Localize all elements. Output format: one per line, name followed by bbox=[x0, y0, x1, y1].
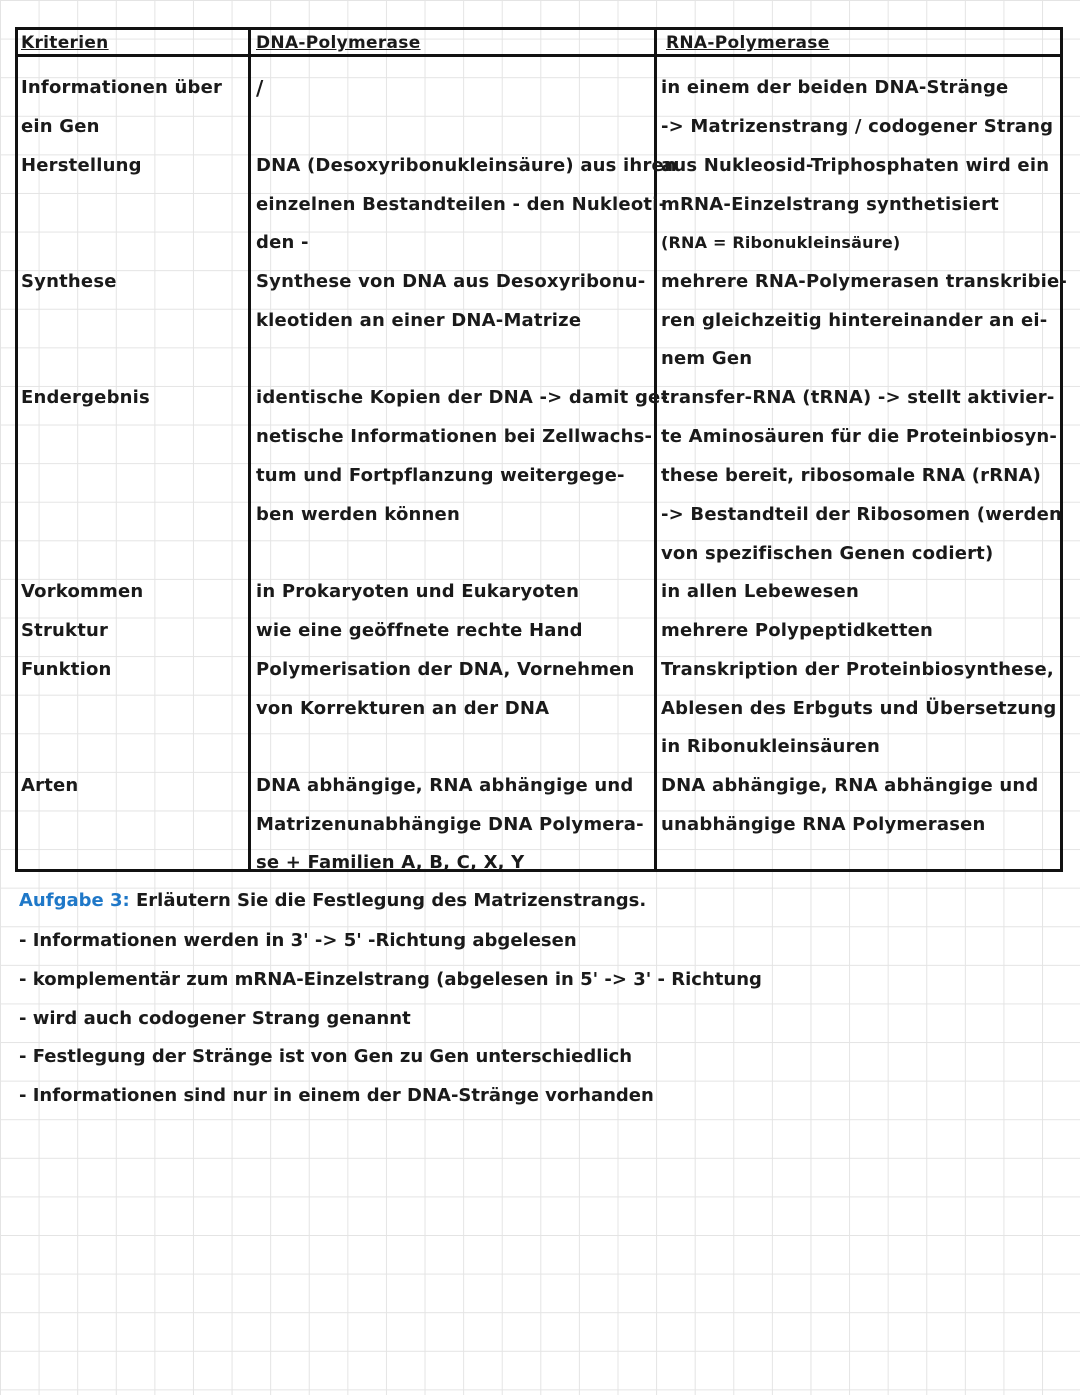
rna-herstellung-line: aus Nukleosid-Triphosphaten wird ein bbox=[661, 155, 1050, 176]
task-bullet: - Informationen werden in 3' -> 5' -Richtung abgelesen bbox=[19, 930, 577, 951]
rna-endergebnis-line: -> Bestandteil der Ribosomen (werden bbox=[661, 504, 1063, 525]
rna-synthese-line: ren gleichzeitig hintereinander an ei- bbox=[661, 310, 1048, 331]
dna-herstellung-line: einzelnen Bestandteilen - den Nukleoti- bbox=[256, 194, 667, 215]
dna-arten-line: Matrizenunabhängige DNA Polymera- bbox=[256, 814, 644, 835]
dna-endergebnis-line: identische Kopien der DNA -> damit ge- bbox=[256, 387, 669, 408]
criterion-informationen: Informationen über bbox=[21, 77, 223, 98]
rna-information-line: in einem der beiden DNA-Stränge bbox=[661, 77, 1009, 98]
header-divider bbox=[15, 54, 1063, 57]
rna-funktion-line: in Ribonukleinsäuren bbox=[661, 736, 881, 757]
criterion-vorkommen: Vorkommen bbox=[21, 581, 144, 602]
rna-synthese-line: mehrere RNA-Polymerasen transkribie- bbox=[661, 271, 1068, 292]
dna-information-cell: / bbox=[256, 76, 264, 100]
column-divider-1 bbox=[248, 27, 251, 872]
dna-synthese-line: kleotiden an einer DNA-Matrize bbox=[256, 310, 582, 331]
rna-vorkommen: in allen Lebewesen bbox=[661, 581, 859, 602]
dna-arten-line: DNA abhängige, RNA abhängige und bbox=[256, 775, 634, 796]
criterion-funktion: Funktion bbox=[21, 659, 112, 680]
dna-funktion-line: Polymerisation der DNA, Vornehmen bbox=[256, 659, 635, 680]
task-bullet: - wird auch codogener Strang genannt bbox=[19, 1008, 411, 1029]
task-bullet: - komplementär zum mRNA-Einzelstrang (abgelesen in 5' -> 3' - Richtung bbox=[19, 969, 762, 990]
dna-vorkommen: in Prokaryoten und Eukaryoten bbox=[256, 581, 580, 602]
rna-funktion-line: Transkription der Proteinbiosynthese, bbox=[661, 659, 1054, 680]
task-heading bbox=[19, 890, 646, 911]
dna-endergebnis-line: netische Informationen bei Zellwachs- bbox=[256, 426, 653, 447]
criterion-endergebnis: Endergebnis bbox=[21, 387, 150, 408]
criterion-herstellung: Herstellung bbox=[21, 155, 142, 176]
rna-information-line: -> Matrizenstrang / codogener Strang bbox=[661, 116, 1054, 137]
rna-endergebnis-line: te Aminosäuren für die Proteinbiosyn- bbox=[661, 426, 1058, 447]
rna-endergebnis-line: transfer-RNA (tRNA) -> stellt aktivier- bbox=[661, 387, 1055, 408]
task-bullet: - Festlegung der Stränge ist von Gen zu Gen unterschiedlich bbox=[19, 1046, 633, 1067]
dna-arten-line: se + Familien A, B, C, X, Y bbox=[256, 852, 525, 873]
dna-endergebnis-line: ben werden können bbox=[256, 504, 460, 525]
rna-endergebnis-line: von spezifischen Genen codiert) bbox=[661, 543, 994, 564]
header-kriterien: Kriterien bbox=[21, 33, 109, 53]
criterion-struktur: Struktur bbox=[21, 620, 109, 641]
rna-herstellung-line: (RNA = Ribonukleinsäure) bbox=[661, 233, 901, 252]
header-rna-polymerase: RNA-Polymerase bbox=[666, 33, 830, 53]
header-dna-polymerase: DNA-Polymerase bbox=[256, 33, 421, 53]
rna-funktion-line: Ablesen des Erbguts und Übersetzung bbox=[661, 698, 1057, 719]
dna-struktur: wie eine geöffnete rechte Hand bbox=[256, 620, 583, 641]
task-question: Erläutern Sie die Festlegung des Matrizenstrangs. bbox=[129, 890, 647, 911]
dna-synthese-line: Synthese von DNA aus Desoxyribonu- bbox=[256, 271, 646, 292]
dna-funktion-line: von Korrekturen an der DNA bbox=[256, 698, 550, 719]
task-label: Aufgabe 3: bbox=[19, 890, 130, 911]
rna-herstellung-line: mRNA-Einzelstrang synthetisiert bbox=[661, 194, 999, 215]
dna-herstellung-line: den - bbox=[256, 232, 309, 253]
rna-endergebnis-line: these bereit, ribosomale RNA (rRNA) bbox=[661, 465, 1042, 486]
comparison-table bbox=[15, 27, 1063, 872]
criterion-informationen-cont: ein Gen bbox=[21, 116, 100, 137]
criterion-synthese: Synthese bbox=[21, 271, 117, 292]
column-divider-2 bbox=[654, 27, 657, 872]
task-bullet: - Informationen sind nur in einem der DNA-Stränge vorhanden bbox=[19, 1085, 654, 1106]
rna-synthese-line: nem Gen bbox=[661, 348, 753, 369]
rna-arten-line: unabhängige RNA Polymerasen bbox=[661, 814, 986, 835]
dna-herstellung-line: DNA (Desoxyribonukleinsäure) aus ihren bbox=[256, 155, 677, 176]
dna-endergebnis-line: tum und Fortpflanzung weitergege- bbox=[256, 465, 625, 486]
rna-struktur: mehrere Polypeptidketten bbox=[661, 620, 934, 641]
criterion-arten: Arten bbox=[21, 775, 79, 796]
rna-arten-line: DNA abhängige, RNA abhängige und bbox=[661, 775, 1039, 796]
